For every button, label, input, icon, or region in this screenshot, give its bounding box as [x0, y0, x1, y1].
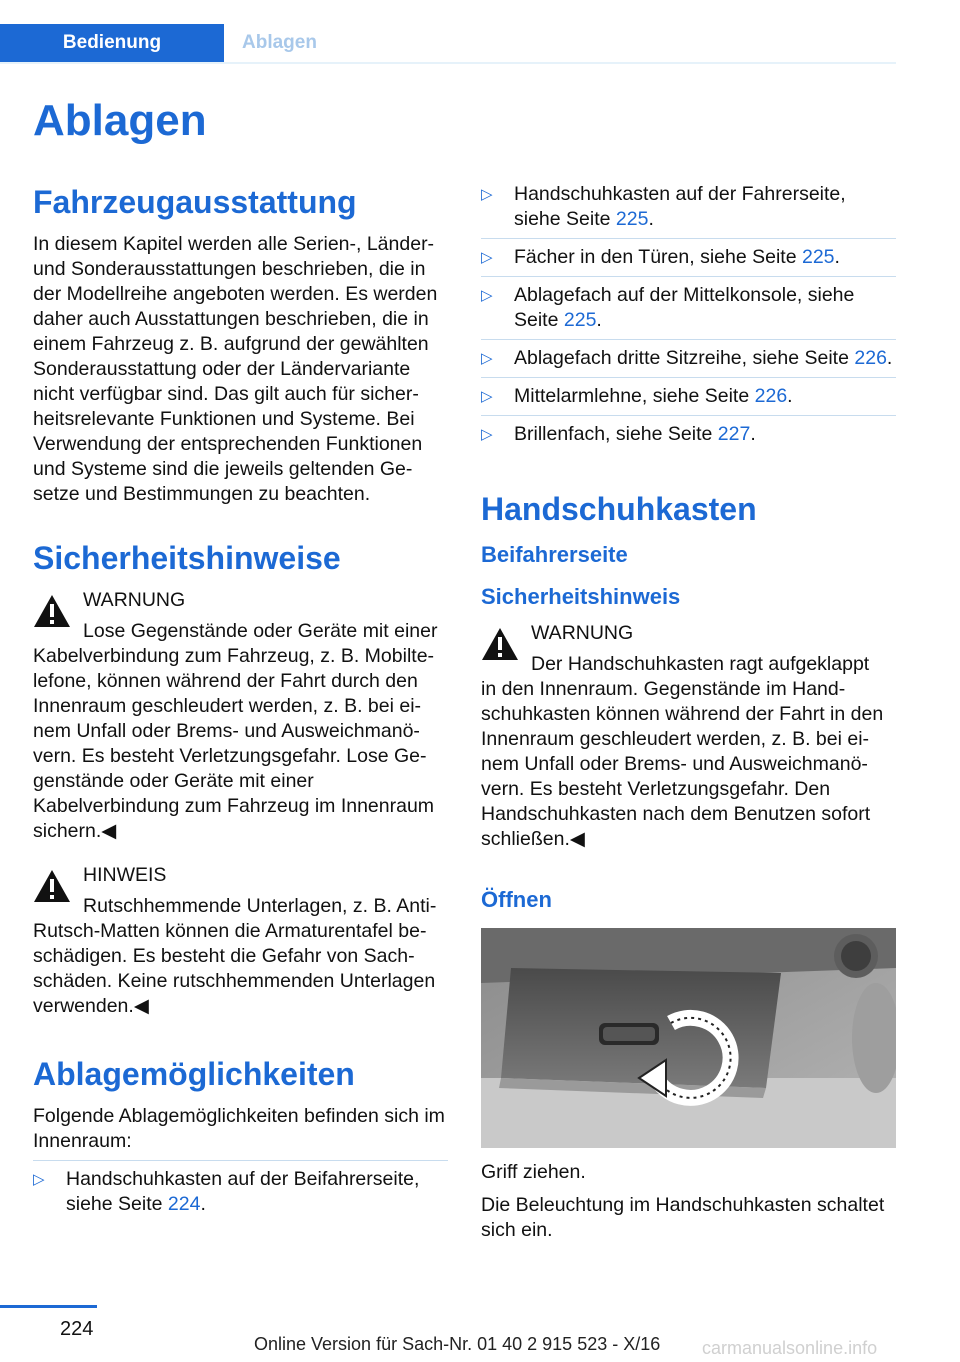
- warning-triangle-icon: [481, 627, 519, 661]
- divider: [481, 339, 896, 340]
- triangle-bullet-icon: ▷: [33, 1171, 45, 1188]
- tab-bedienung[interactable]: Bedienung: [0, 24, 224, 62]
- divider: [481, 377, 896, 378]
- warning-text: in den Innenraum. Gegenstände im Hand‐ schuhkasten können während der Fahrt in den Innenraum geschleudert werden, z. B. bei ei‐ nem Unfall oder Brems- und Ausweichmanö‐ vern. Es besteht Verletzungsgefahr. Den Handschuhkasten nach dem Benutzen sofort schließen.◀: [481, 678, 884, 850]
- list-item: ▷ Ablagefach dritte Sitzreihe, siehe Seite 226.: [481, 347, 893, 369]
- list-item: ▷ Handschuhkasten auf der Beifahrerseite, siehe Seite 224.: [33, 1168, 420, 1215]
- divider: [481, 276, 896, 277]
- page-link[interactable]: 225: [801, 246, 835, 268]
- triangle-bullet-icon: ▷: [481, 186, 493, 203]
- triangle-bullet-icon: ▷: [481, 426, 493, 443]
- page-link[interactable]: 226: [854, 347, 887, 369]
- warning-box-3: [481, 621, 896, 852]
- list-item: ▷ Mittelarmlehne, siehe Seite 226.: [481, 385, 793, 407]
- triangle-bullet-icon: ▷: [481, 350, 493, 367]
- storage-list-left: [33, 1167, 448, 1217]
- left-column: [33, 182, 448, 1217]
- page-link[interactable]: 226: [754, 385, 788, 407]
- watermark: carmanualsonline.info: [702, 1338, 878, 1358]
- footer-accent-line: [0, 1305, 97, 1308]
- page-link[interactable]: 224: [167, 1193, 201, 1215]
- divider: [481, 238, 896, 239]
- triangle-bullet-icon: ▷: [481, 287, 493, 304]
- header-tabbar: [0, 24, 896, 64]
- warning-first-line: Der Handschuhkasten ragt aufgeklappt: [531, 653, 870, 675]
- warning-triangle-icon: [33, 869, 71, 903]
- list-item: ▷ Ablagefach auf der Mittelkonsole, siehe Seite 225.: [481, 284, 855, 331]
- notice-label: HINWEIS: [83, 864, 167, 886]
- page-link[interactable]: 225: [563, 309, 597, 331]
- tab-ablagen[interactable]: Ablagen: [242, 32, 317, 53]
- equipment-heading: Fahrzeugausstattung: [33, 184, 357, 220]
- page-link[interactable]: 227: [717, 423, 751, 445]
- safety-heading: Sicherheitshinweise: [33, 540, 341, 576]
- warning-text: Kabelverbindung zum Fahrzeug, z. B. Mobilte‐ lefone, können während der Fahrt durch den Innenraum geschleudert werden, z. B. bei ei‐ nem Unfall oder Brems- und Ausweichmanö‐ vern. Es besteht Verletzungsgefahr. Lose Ge‐ genstände oder Geräte mit einer Kabelverbindung zum Fahrzeug im Innenraum sichern.◀: [33, 645, 435, 842]
- warning-triangle-icon: [33, 594, 71, 628]
- warning-label: WARNUNG: [83, 589, 186, 611]
- divider: [481, 415, 896, 416]
- glovebox-photo: [481, 928, 896, 1148]
- notice-first-line: Rutschhemmende Unterlagen, z. B. Anti-: [83, 895, 437, 917]
- triangle-bullet-icon: ▷: [481, 249, 493, 266]
- storage-list-right: [481, 182, 896, 447]
- glovebox-heading: Handschuhkasten: [481, 491, 757, 527]
- warning-label: WARNUNG: [531, 622, 634, 644]
- footer-version: Online Version für Sach-Nr. 01 40 2 915 523 - X/16: [254, 1334, 661, 1354]
- warning-box-2: [33, 863, 448, 1019]
- list-item: ▷ Handschuhkasten auf der Fahrerseite, siehe Seite 225.: [481, 183, 846, 230]
- open-heading: Öffnen: [481, 887, 552, 912]
- triangle-bullet-icon: ▷: [481, 388, 493, 405]
- list-item: ▷ Fächer in den Türen, siehe Seite 225.: [481, 246, 840, 268]
- list-item: ▷ Brillenfach, siehe Seite 227.: [481, 423, 756, 445]
- passenger-side-heading: Beifahrerseite: [481, 542, 628, 567]
- storage-intro: Folgende Ablagemöglichkeiten befinden sich im Innenraum:: [33, 1105, 445, 1152]
- safety-subheading: Sicherheitshinweis: [481, 584, 681, 609]
- storage-heading: Ablagemöglichkeiten: [33, 1056, 355, 1092]
- page-title: Ablagen: [33, 96, 207, 145]
- caption-lighting: Die Beleuchtung im Handschuhkasten schaltet sich ein.: [481, 1194, 885, 1241]
- equipment-text: In diesem Kapitel werden alle Serien-, Länder- und Sonderausstattungen beschrieben, die in der Modellreihe angeboten werden. Es werden daher auch Ausstattungen beschrieben, die in einem Fahrzeug z. B. aufgrund der gewählten Sonderausstattung oder der Ländervariante nicht verfügbar sind. Das gilt auch für sicher‐ heitsrelevante Funktionen und Systeme. Bei Verwendung der entsprechenden Funktionen und Systeme sind die jeweils geltenden Ge‐ setze und Bestimmungen zu beachten.: [33, 233, 438, 505]
- page-number: 224: [60, 1318, 94, 1340]
- divider: [33, 1160, 448, 1161]
- notice-text: Rutsch-Matten können die Armaturentafel be‐ schädigen. Es besteht die Gefahr von Sach‐ schäden. Keine rutschhemmenden Unterlagen verwenden.◀: [33, 920, 436, 1017]
- warning-first-line: Lose Gegenstände oder Geräte mit einer: [83, 620, 438, 642]
- page-link[interactable]: 225: [615, 208, 649, 230]
- caption-pull-handle: Griff ziehen.: [481, 1161, 586, 1183]
- right-column: [481, 182, 896, 1243]
- warning-box-1: [33, 588, 448, 844]
